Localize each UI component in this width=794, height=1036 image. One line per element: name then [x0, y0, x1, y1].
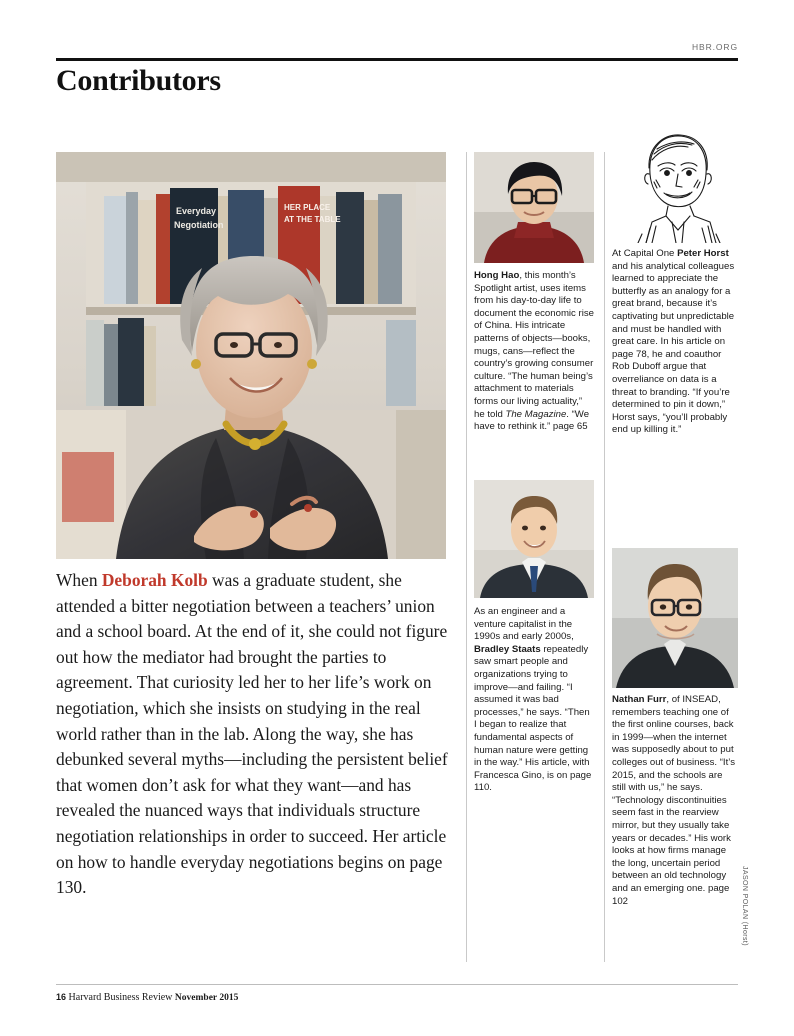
- column-divider-1: [466, 152, 467, 962]
- footer-rule: [56, 984, 738, 985]
- portrait-hong-hao: [474, 152, 594, 263]
- illustration-peter-horst: [612, 130, 738, 243]
- footer-issue: November 2015: [174, 993, 239, 1003]
- svg-text:AT THE TABLE: AT THE TABLE: [284, 215, 341, 224]
- lead-highlight-name: Deborah Kolb: [101, 570, 208, 590]
- svg-text:Everyday: Everyday: [176, 206, 217, 216]
- portrait-nathan-furr: [612, 548, 738, 688]
- entry-hong-hao: [474, 270, 594, 434]
- lead-after: was a graduate student, she attended a bitter negotiation between a teachers’ union and a school board. At the end of it, she could not figure out how the mediator had brought the parties to agreement. That curiosity led her to her life’s work on negotiation, which she insists on studying in the real world rather than in the lab. Along the way, she has debunked several myths—including the persistent belief that women don’t ask for what they want—and has revealed the nuanced ways that individuals structure negotiation relationships in order to succeed. Her article on how to handle everyday negotiations begins on page 130.: [56, 570, 448, 898]
- photo-credit: JASON POLAN (Horst): [741, 866, 748, 946]
- header-rule: [56, 58, 738, 61]
- entry-bradley-staats: [474, 606, 594, 795]
- portrait-bradley-staats: [474, 480, 594, 598]
- svg-text:HER PLACE: HER PLACE: [284, 203, 331, 212]
- running-head: HBR.ORG: [692, 42, 738, 52]
- footer: [56, 992, 238, 1003]
- entry-nathan-furr-text: Nathan Furr, of INSEAD, remembers teaching one of the first online courses, back in 1999—when the internet was supposedly about to put colleges out of business. “It’s 2015, and the schools are still with us,” he says. “Technology discontinuities seem fast in the rearview mirror, but they usually take years or decades.” His work looks at how firms manage the long, uncertain period between an old technology and an emerging one. page 102: [612, 694, 736, 907]
- entry-nathan-furr: [612, 694, 736, 908]
- lead-paragraph: [56, 568, 450, 901]
- column-divider-2: [604, 152, 605, 962]
- lead-before: When: [56, 570, 102, 590]
- entry-peter-horst: [612, 248, 736, 437]
- svg-text:Negotiation: Negotiation: [174, 220, 224, 230]
- footer-page-number: 16: [56, 992, 67, 1002]
- entry-hong-hao-text: Hong Hao, this month’s Spotlight artist, uses items from his day-to-day life to document the economic rise of China. His intricate patterns of objects—books, mugs, cans—reflect the country’s growing consumer culture. “The human being’s attachment to materials forms our living actuality,” he told The Magazine. “We have to rethink it.” page 65: [474, 270, 594, 433]
- hero-photo-deborah-kolb: [56, 152, 446, 559]
- entry-bradley-staats-text: As an engineer and a venture capitalist in the 1990s and early 2000s, Bradley Staats repeatedly saw smart people and organizations trying to improve—and failing. “I assumed it was bad processes,” he says. “Then I began to realize that fundamental aspects of human nature were getting in the way.” His article, with Francesca Gino, is on page 110.: [474, 606, 592, 794]
- entry-peter-horst-text: At Capital One Peter Horst and his analytical colleagues learned to appreciate the butterfly as an analogy for a great brand, because it’s captivating but unpredictable and must be handled with great care. In his article on page 78, he and coauthor Rob Duboff argue that overreliance on data is a threat to branding. “If you’re determined to pin it down,” Horst says, “you’ll probably end up killing it.”: [612, 248, 735, 436]
- page-title: Contributors: [56, 64, 221, 97]
- footer-magazine-name: Harvard Business Review: [68, 992, 173, 1003]
